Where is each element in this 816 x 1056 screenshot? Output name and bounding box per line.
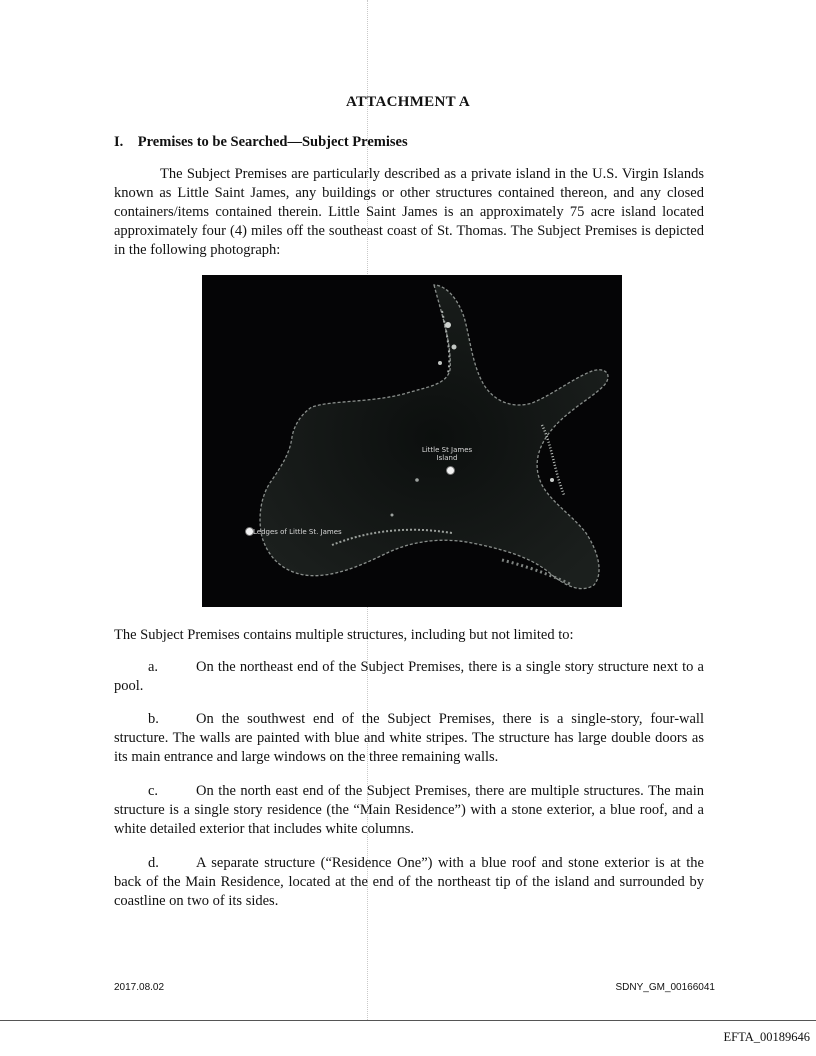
- structure-item-c: [114, 782, 704, 839]
- item-letter: d.: [148, 855, 159, 871]
- item-text: A separate structure (“Residence One”) with a blue roof and stone exterior is at the back of the Main Residence, located at the end of the northeast tip of the island and surrounded by coastline on two of its sides.: [114, 855, 704, 909]
- item-text: On the north east end of the Subject Premises, there are multiple structures. The main structure is a single story residence (the “Main Residence”) with a stone exterior, a blue roof, and a white detailed exterior that includes white columns.: [114, 783, 704, 837]
- island-location-pin-icon: [446, 466, 455, 475]
- bottom-rule: [0, 1020, 816, 1021]
- ledges-map-label: Ledges of Little St. James: [253, 528, 342, 536]
- island-map-label: Little St James Island: [421, 446, 473, 462]
- footer-date: 2017.08.02: [114, 982, 165, 993]
- structure-item-a: [114, 658, 704, 696]
- page-title: ATTACHMENT A: [345, 94, 471, 110]
- item-text: On the northeast end of the Subject Premises, there is a single story structure next to a pool.: [114, 659, 704, 694]
- section-heading: I. Premises to be Searched—Subject Premises: [114, 134, 408, 150]
- item-letter: a.: [148, 659, 159, 675]
- structure-item-d: [114, 854, 704, 911]
- structures-lead-text: The Subject Premises contains multiple structures, including but not limited to:: [114, 627, 574, 643]
- island-shape: [202, 275, 622, 607]
- item-letter: b.: [148, 711, 159, 727]
- footer-document-code: SDNY_GM_00166041: [615, 982, 715, 993]
- intro-paragraph: The Subject Premises are particularly described as a private island in the U.S. Virgin Islands known as Little Saint James, any buildings or other structures contained thereon, and any closed containers/items contained therein. Little Saint James is an approximately 75 acre island located approximately four (4) miles off the southeast coast of St. Thomas. The Subject Premises is depicted in the following photograph:: [114, 166, 704, 258]
- structure-item-b: [114, 710, 704, 767]
- bates-number: EFTA_00189646: [723, 1030, 810, 1044]
- island-aerial-photo: [202, 275, 622, 607]
- item-letter: c.: [148, 783, 159, 799]
- item-text: On the southwest end of the Subject Premises, there is a single-story, four-wall structure. The walls are painted with blue and white stripes. The structure has large double doors as its main entrance and large windows on the three remaining walls.: [114, 711, 704, 765]
